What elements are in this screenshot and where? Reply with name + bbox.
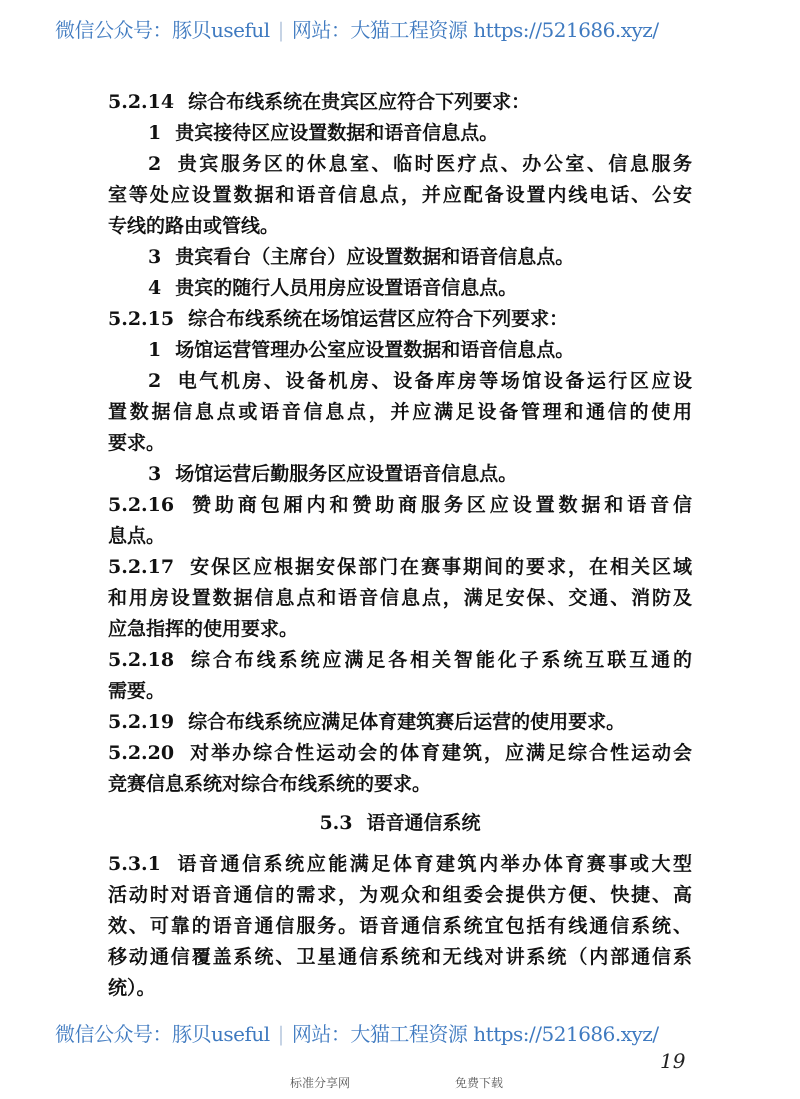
clause-number: 2: [148, 153, 162, 175]
watermark-separator: |: [277, 18, 284, 42]
line-text: 应急指挥的使用要求。: [108, 618, 299, 640]
line-text: 综合布线系统应满足体育建筑赛后运营的使用要求。: [188, 711, 626, 733]
line-text: 安保区应根据安保部门在赛事期间的要求，在相关区域: [188, 556, 692, 578]
text-line: [108, 242, 692, 273]
clause-number: 5.2.20: [108, 742, 175, 764]
clause-number: 5.2.15: [108, 308, 175, 330]
watermark-bottom: [55, 1022, 755, 1046]
text-line: [108, 118, 692, 149]
watermark-left: 微信公众号：豚贝useful: [55, 18, 270, 42]
line-text: 贵宾接待区应设置数据和语音信息点。: [175, 122, 499, 144]
text-line: [108, 273, 692, 304]
line-text: 效、可靠的语音通信服务。语音通信系统宜包括有线通信系统、: [108, 915, 692, 937]
clause-number: 5.3.1: [108, 853, 161, 875]
text-line: [108, 521, 692, 552]
footer-site-label: 标准分享网: [290, 1076, 351, 1090]
text-line: [108, 614, 692, 645]
section-heading: [108, 808, 692, 839]
text-line: [108, 428, 692, 459]
line-text: 统）。: [108, 977, 156, 999]
clause-number: 5.2.19: [108, 711, 175, 733]
line-text: 贵宾服务区的休息室、临时医疗点、办公室、信息服务: [175, 153, 692, 175]
text-line: [108, 397, 692, 428]
section-5-3: [108, 849, 692, 1004]
line-text: 要求。: [108, 432, 166, 454]
text-line: [108, 676, 692, 707]
section-5-2: [108, 87, 692, 800]
watermark-left: 微信公众号：豚贝useful: [55, 1022, 270, 1046]
text-line: [108, 738, 692, 769]
line-text: 综合布线系统在场馆运营区应符合下列要求：: [188, 308, 569, 330]
text-line: [108, 87, 692, 118]
watermark-right: 网站：大猫工程资源 https://521686.xyz/: [291, 18, 659, 42]
document-body: [108, 87, 692, 1004]
clause-number: 4: [148, 277, 162, 299]
text-line: [108, 552, 692, 583]
clause-number: 5.2.14: [108, 91, 175, 113]
line-text: 需要。: [108, 680, 166, 702]
text-line: [108, 707, 692, 738]
line-text: 电气机房、设备机房、设备库房等场馆设备运行区应设: [175, 370, 692, 392]
text-line: [108, 211, 692, 242]
line-text: 场馆运营管理办公室应设置数据和语音信息点。: [175, 339, 575, 361]
watermark-top: [55, 18, 755, 42]
clause-number: 3: [148, 246, 162, 268]
footer-download-label: 免费下载: [455, 1076, 504, 1090]
text-line: [108, 645, 692, 676]
text-line: [108, 942, 692, 973]
clause-number: 1: [148, 339, 162, 361]
watermark-right: 网站：大猫工程资源 https://521686.xyz/: [291, 1022, 659, 1046]
line-text: 竞赛信息系统对综合布线系统的要求。: [108, 773, 432, 795]
text-line: [108, 335, 692, 366]
text-line: [108, 880, 692, 911]
page-number: 19: [660, 1049, 686, 1073]
heading-text: 语音通信系统: [366, 812, 481, 834]
line-text: 息点。: [108, 525, 166, 547]
clause-number: 1: [148, 122, 162, 144]
line-text: 赞助商包厢内和赞助商服务区应设置数据和语音信: [188, 494, 692, 516]
text-line: [108, 583, 692, 614]
line-text: 贵宾看台（主席台）应设置数据和语音信息点。: [175, 246, 575, 268]
text-line: [108, 911, 692, 942]
line-text: 和用房设置数据信息点和语音信息点，满足安保、交通、消防及: [108, 587, 692, 609]
text-line: [108, 849, 692, 880]
line-text: 移动通信覆盖系统、卫星通信系统和无线对讲系统（内部通信系: [108, 946, 692, 968]
line-text: 综合布线系统在贵宾区应符合下列要求：: [188, 91, 531, 113]
clause-number: 5.2.16: [108, 494, 175, 516]
line-text: 置数据信息点或语音信息点，并应满足设备管理和通信的使用: [108, 401, 692, 423]
clause-number: 2: [148, 370, 162, 392]
clause-number: 5.2.18: [108, 649, 175, 671]
text-line: [108, 149, 692, 180]
text-line: [108, 769, 692, 800]
text-line: [108, 304, 692, 335]
line-text: 专线的路由或管线。: [108, 215, 280, 237]
clause-number: 5.2.17: [108, 556, 175, 578]
text-line: [108, 459, 692, 490]
line-text: 综合布线系统应满足各相关智能化子系统互联互通的: [188, 649, 692, 671]
line-text: 对举办综合性运动会的体育建筑，应满足综合性运动会: [188, 742, 692, 764]
text-line: [108, 366, 692, 397]
line-text: 场馆运营后勤服务区应设置语音信息点。: [175, 463, 518, 485]
text-line: [108, 180, 692, 211]
line-text: 贵宾的随行人员用房应设置语音信息点。: [175, 277, 518, 299]
line-text: 活动时对语音通信的需求，为观众和组委会提供方便、快捷、高: [108, 884, 692, 906]
heading-number: 5.3: [319, 812, 353, 834]
line-text: 室等处应设置数据和语音信息点，并应配备设置内线电话、公安: [108, 184, 692, 206]
text-line: [108, 490, 692, 521]
line-text: 语音通信系统应能满足体育建筑内举办体育赛事或大型: [174, 853, 692, 875]
watermark-separator: |: [277, 1022, 284, 1046]
text-line: [108, 973, 692, 1004]
clause-number: 3: [148, 463, 162, 485]
